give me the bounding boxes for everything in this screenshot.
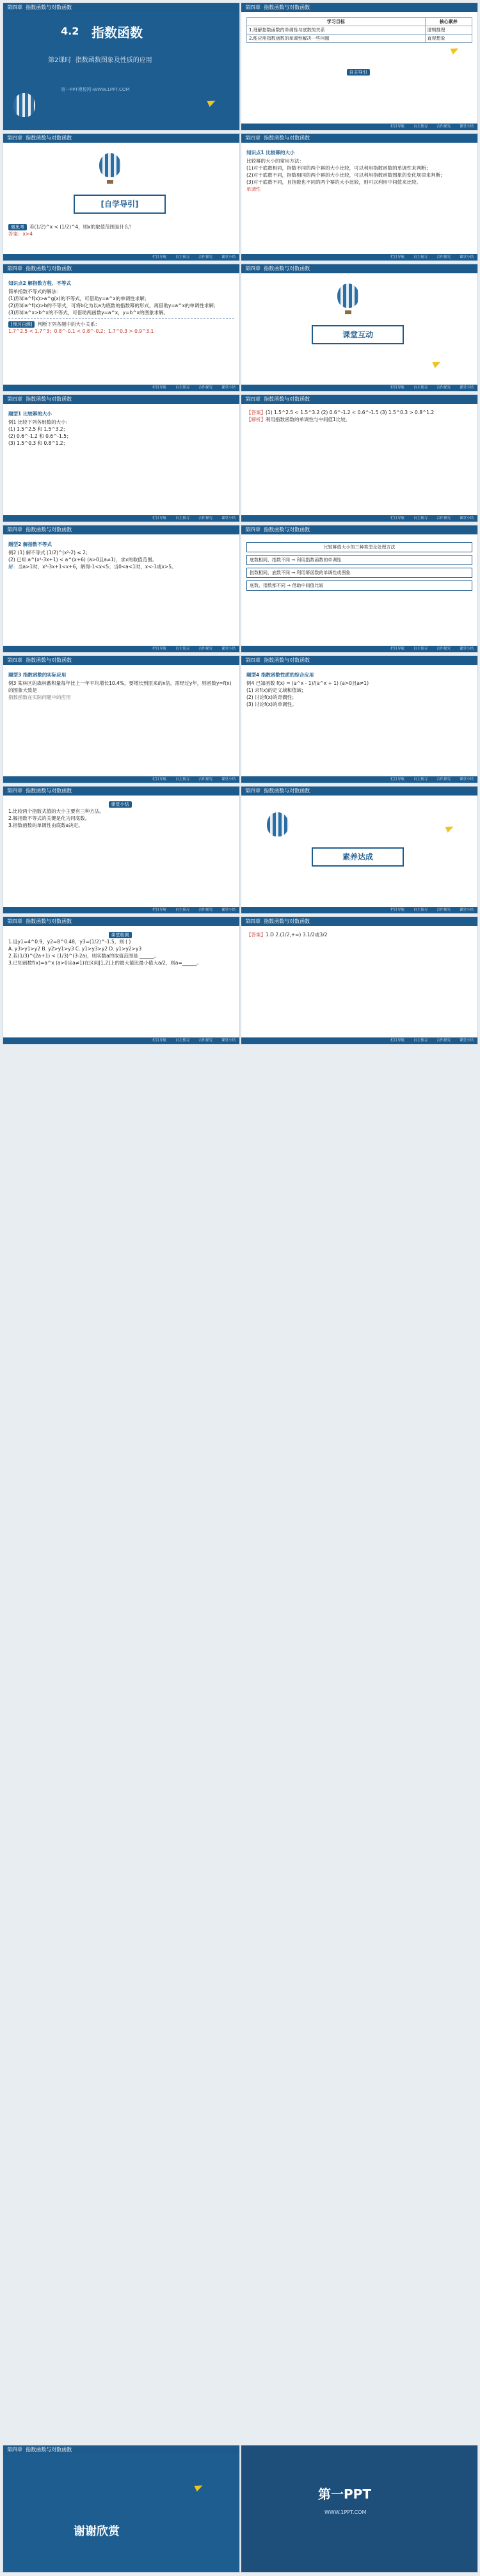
paper-plane-icon: [445, 824, 454, 833]
slide-body: 题型4 指数函数性质的综合应用 例4 已知函数 f(x) = (a^x - 1)/(a^x + 1) (a>0且a≠1) (1) 求f(x)的定义域和值域； (2) 讨论f(x)的奇偶性； (3) 讨论f(x)的单调性。: [246, 670, 472, 772]
slide-check[interactable]: [3, 916, 240, 1044]
slide-header: 第四章 指数函数与对数函数: [3, 656, 239, 665]
paper-plane-icon: [432, 359, 442, 368]
slide-body: [246, 17, 472, 120]
summary-tag: 课堂小结: [109, 801, 132, 808]
method-branch: 底数相同，指数不同 → 利用指数函数的单调性: [246, 555, 472, 565]
cover-title: 指数函数: [92, 25, 143, 40]
slide-topic-1[interactable]: [3, 394, 240, 522]
slide-header: 第四章 指数函数与对数函数: [3, 264, 239, 273]
slide-header: 第四章 指数函数与对数函数: [241, 3, 477, 12]
paper-plane-icon: [194, 2483, 204, 2492]
slide-body: 题型3 指数函数的实际应用 例3 某林区的森林蓄积量每年比上一年平均增长10.4%，要增长到原来的x倍，需经过y年，则函数y=f(x)的图象大致是 指数函数在实际问题中的应用: [8, 670, 234, 772]
slide-body: 知识点2 解指数方程、不等式 简单指数不等式的解法： (1)形如a^f(x)>a^g(x)的不等式，可借助y=a^x的单调性求解； (2)形如a^f(x)>b的不等式，可将b化为以a为底数的指数幂的形式，再借助y=a^x的单调性求解； (3)形如a^x>b^x的不等式，可借助两函数y=a^x，y=b^x的图象求解。 [预习自测] 判断下列各题中的大小关系： 1.7^2.5 < 1.7^3；0.8^-0.1 < 0.8^-0.2；1.7^0.3 > 0.9^3.1: [8, 278, 234, 381]
slide-body: 【答案】(1) 1.5^2.5 < 1.5^3.2 (2) 0.6^-1.2 < 0.6^-1.5 (3) 1.5^0.3 > 0.8^1.2 【解析】利用指数函数的单调性与中间值1比较。: [246, 410, 435, 422]
practice-answer: 1.7^2.5 < 1.7^3；0.8^-0.1 < 0.8^-0.2；1.7^0.3 > 0.9^3.1: [8, 328, 154, 334]
slide-header: 第四章 指数函数与对数函数: [3, 134, 239, 143]
slide-header: 第四章 指数函数与对数函数: [3, 917, 239, 926]
slide-body: 【答案】1.D 2.(1/2,+∞) 3.1/2或3/2: [246, 932, 328, 938]
slide-prelearn[interactable]: [3, 133, 240, 261]
slide-footer: 栏目导航 自主预习 合作探究 课堂小结: [3, 776, 239, 783]
slide-body: 课堂小结 1.比较两个指数式值的大小主要有三种方法。 2.解指数不等式的关键是化为同底数。 3.指数函数的单调性由底数a决定。: [8, 801, 234, 903]
topic-title: 题型1 比较幂的大小: [8, 411, 52, 417]
slide-summary[interactable]: [3, 786, 240, 914]
slide-brand[interactable]: [241, 2445, 478, 2573]
slide-topic-1-answer[interactable]: [241, 394, 478, 522]
slide-interact[interactable]: [241, 264, 478, 392]
prelearn-box: [自学导引]: [74, 195, 166, 214]
practice-tag: [预习自测]: [8, 321, 35, 328]
slide-header: 第四章 指数函数与对数函数: [241, 656, 477, 665]
slide-header: 第四章 指数函数与对数函数: [3, 395, 239, 404]
check-tag: 课堂检测: [109, 932, 132, 938]
basket-icon: [345, 310, 351, 314]
objectives-table: 学习目标 核心素养 1.理解指数函数的单调性与底数的关系 逻辑推理 2.能应用指数函数的单调性解决一些问题 直观想象: [246, 17, 472, 43]
knowledge-1-title: 知识点1 比较幂的大小: [246, 150, 295, 156]
brand-text: 第一PPT模板网-WWW.1PPT.COM: [61, 87, 130, 92]
slide-header: 第四章 指数函数与对数函数: [3, 3, 239, 12]
slide-footer: 栏目导航 自主预习 合作探究 课堂小结: [241, 515, 477, 522]
slide-thanks[interactable]: [3, 2445, 240, 2573]
balloon-icon: [337, 284, 359, 308]
basket-icon: [107, 180, 113, 184]
think-tag: 微思考: [8, 224, 27, 230]
slide-header: 第四章 指数函数与对数函数: [241, 525, 477, 534]
slide-header: 第四章 指数函数与对数函数: [241, 395, 477, 404]
slide-footer: 栏目导航 自主预习 合作探究 课堂小结: [3, 515, 239, 522]
slide-knowledge-2[interactable]: [3, 264, 240, 392]
slide-footer: 栏目导航 自主预习 合作探究 课堂小结: [3, 646, 239, 652]
slide-footer: 栏目导航 自主预习 合作探究 课堂小结: [3, 385, 239, 391]
slide-body: 微思考 若(1/2)^x < (1/2)^4，则x的取值范围是什么？ 答案：x>4: [8, 223, 234, 250]
check-answer: 1.D 2.(1/2,+∞) 3.1/2或3/2: [266, 932, 328, 938]
balloon-icon: [99, 153, 121, 177]
slide-footer: 栏目导航 自主预习 合作探究 课堂小结: [3, 1037, 239, 1044]
slide-header: 第四章 指数函数与对数函数: [241, 134, 477, 143]
knowledge-2-title: 知识点2 解指数方程、不等式: [8, 280, 71, 286]
section-number: 4.2: [61, 25, 79, 37]
slide-header: 第四章 指数函数与对数函数: [241, 917, 477, 926]
think-answer: 答案：x>4: [8, 231, 33, 237]
slide-footer: 栏目导航 自主预习 合作探究 课堂小结: [241, 1037, 477, 1044]
slide-quality[interactable]: [241, 786, 478, 914]
method-title: 比较幂值大小的三种类型及处理方法: [246, 542, 472, 552]
topic-title: 题型3 指数函数的实际应用: [8, 672, 67, 678]
section-tag: 自主导引: [347, 69, 370, 76]
slide-body: [246, 540, 472, 642]
slide-footer: 栏目导航 自主预习 合作探究 课堂小结: [241, 385, 477, 391]
quality-box: 素养达成: [312, 847, 404, 867]
slide-header: 第四章 指数函数与对数函数: [241, 264, 477, 273]
lesson-line: 第2课时 指数函数图象及性质的应用: [48, 57, 152, 64]
brand-logo: 第一PPT: [318, 2486, 371, 2502]
slide-footer: 栏目导航 自主预习 合作探究 课堂小结: [3, 254, 239, 260]
slide-header: 第四章 指数函数与对数函数: [3, 787, 239, 796]
interact-box: 课堂互动: [312, 325, 404, 344]
slide-topic-3[interactable]: [3, 655, 240, 783]
slide-body: 题型1 比较幂的大小 例1 比较下列各组数的大小： (1) 1.5^2.5 和 1.5^3.2； (2) 0.6^-1.2 和 0.6^-1.5； (3) 1.5^0.3 和 0.8^1.2；: [8, 409, 234, 511]
slide-footer: 栏目导航 自主预习 合作探究 课堂小结: [241, 124, 477, 130]
balloon-icon: [13, 93, 35, 117]
slide-header: 第四章 指数函数与对数函数: [241, 787, 477, 796]
method-branch: 底数、指数都不同 → 借助中间值比较: [246, 580, 472, 591]
slide-topic-4[interactable]: [241, 655, 478, 783]
slide-header: 第四章 指数函数与对数函数: [3, 525, 239, 534]
brand-site: WWW.1PPT.COM: [324, 2509, 367, 2515]
balloon-icon: [267, 812, 289, 836]
slide-knowledge[interactable]: [241, 133, 478, 261]
slide-footer: 栏目导航 自主预习 合作探究 课堂小结: [3, 907, 239, 913]
topic1-answer: (1) 1.5^2.5 < 1.5^3.2 (2) 0.6^-1.2 < 0.6^-1.5 (3) 1.5^0.3 > 0.8^1.2: [266, 410, 435, 415]
topic-title: 题型4 指数函数性质的综合应用: [246, 672, 314, 678]
topic-title: 题型2 解指数不等式: [8, 541, 52, 547]
slide-topic-2[interactable]: [3, 525, 240, 653]
slide-cover[interactable]: [3, 3, 240, 131]
slide-footer: 栏目导航 自主预习 合作探究 课堂小结: [241, 254, 477, 260]
thanks-text: 谢谢欣赏: [74, 2525, 120, 2538]
slide-objectives[interactable]: [241, 3, 478, 131]
paper-plane-icon: [207, 98, 216, 107]
slide-header: 第四章 指数函数与对数函数: [3, 2445, 239, 2454]
paper-plane-icon: [450, 45, 460, 54]
slide-body: 题型2 解指数不等式 例2 (1) 解不等式 (1/2)^(x²-2) ≤ 2； (2) 已知 a^(x²-3x+1) < a^(x+6) (a>0且a≠1)，求x的取值范围。 解：当a>1时，x²-3x+1<x+6，解得-1<x<5；当0<a<1时，x<-1或x>5。: [8, 540, 234, 642]
slide-body: 课堂检测 1.设y1=4^0.9，y2=8^0.48，y3=(1/2)^-1.5，则 ( ) A. y3>y1>y2 B. y2>y1>y3 C. y1>y3>y2 D. y1>y2>y3 2.若(1/3)^(2a+1) < (1/3)^(3-2a)，则实数a的取值范围是 ______。 3.已知函数f(x)=a^x (a>0且a≠1)在区间[1,2]上的最大值比最小值大a/2，则a=______。: [8, 932, 202, 966]
slide-footer: 栏目导航 自主预习 合作探究 课堂小结: [241, 646, 477, 652]
slide-check-answer[interactable]: [241, 916, 478, 1044]
slide-method[interactable]: [241, 525, 478, 653]
slide-footer: 栏目导航 自主预习 合作探究 课堂小结: [241, 776, 477, 783]
method-branch: 指数相同，底数不同 → 利用幂函数的单调性或图象: [246, 568, 472, 578]
slide-body: 知识点1 比较幂的大小 比较幂的大小的常用方法： (1)对于底数相同，指数不同的两个幂的大小比较，可以利用指数函数的单调性来判断； (2)对于底数不同，指数相同的两个幂的大小比较，可以利用指数函数图象的变化规律来判断； (3)对于底数不同，且指数也不同的两个幂的大小比较，则可以利用中间值来比较。 单调性: [246, 148, 472, 250]
slide-footer: 栏目导航 自主预习 合作探究 课堂小结: [241, 907, 477, 913]
key-word: 单调性: [246, 186, 261, 192]
